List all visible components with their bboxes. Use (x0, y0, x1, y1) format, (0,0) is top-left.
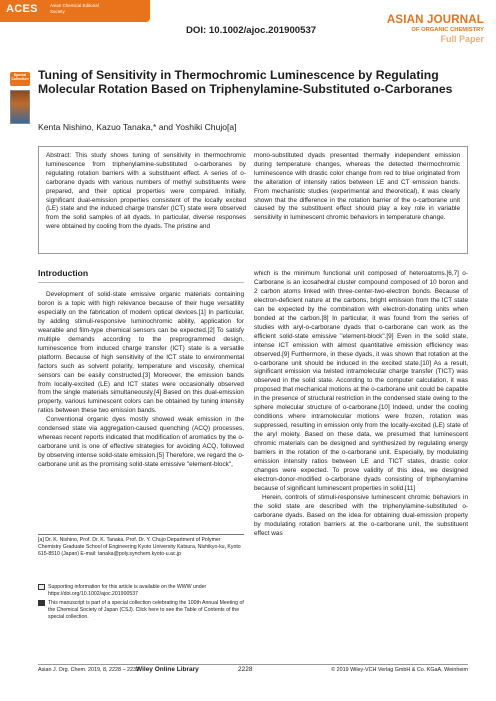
supporting-info-footnote[interactable]: Supporting information for this article is available on the WWW under https://doi.org/10.1002/ajoc.201900537 (48, 584, 207, 597)
heading-divider (38, 282, 244, 283)
collection-footnote[interactable]: This manuscript is part of a special collection celebrating the 100th Annual Meeting of the Chemical Society of Japan (CSJ). Click here to see the Table of Contents of the special collection. (48, 600, 244, 620)
footer-library-link[interactable]: Wiley Online Library (136, 666, 199, 673)
article-type: Full Paper (440, 34, 484, 44)
body-column-left (38, 291, 244, 470)
page-number: 2228 (238, 666, 253, 673)
aces-logo: ACES (6, 3, 38, 15)
footer-copyright: © 2019 Wiley-VCH Verlag GmbH & Co. KGaA, Weinheim (331, 667, 468, 673)
section-heading: Introduction (38, 268, 89, 278)
abstract-left: Abstract: This study shows tuning of sensitivity in thermochromic luminescence from triphenylamine-substituted o-carboranes by regulating rotation barriers with a substituent effect. A series of o-carborane dyads with various numbers of methyl substituents were prepared, and their optical properties were compared. Initially, significant dual-emission properties consistent of the locally excited (LE) state and the induced charge transfer (ICT) state were observed from the solid samples of all dyads. In particular, diverse responses were obtained by cooling from the dyads. The pristine and (46, 152, 246, 231)
aces-subtitle: Asian Chemical Editorial Society (50, 3, 99, 14)
footnote-divider (38, 534, 244, 535)
footer-citation: Asian J. Org. Chem. 2019, 8, 2228 – 2232 (38, 667, 139, 673)
doi-link[interactable]: DOI: 10.1002/ajoc.201900537 (186, 25, 317, 36)
paragraph: Conventional organic dyes mostly showed weak emission in the condensed state via aggregation-caused quenching (ACQ) processes, whereas recent reports indicated that modification of aromatics by the o-carborane unit is one of effective strategies for avoiding ACQ, followed by observing intense solid-state emission.[5] Therefore, we regard the o-carborane unit as the promising solid-state emissive "element-block", (38, 416, 244, 469)
collection-cover-image[interactable] (10, 90, 30, 124)
special-collection-label: Special Collection (11, 73, 29, 82)
journal-subtitle: OF ORGANIC CHEMISTRY (411, 27, 484, 33)
paragraph: Development of solid-state emissive organic materials containing boron is a topic with high relevance because of their huge versatility especially on the fabrication of modern optical devices.[1] In particular, by adding stimuli-responsive luminochromic ability, application for wearable and film-type chemical sensors can be expected.[2] To satisfy multiple demands according to the preprogrammed design, luminescence from induced charge transfer (ICT) state is a versatile platform. Because of high sensitivity of the ICT state to environmental factors such as solvent polarity, temperature and viscosity, chemical sensors can be easily constructed.[3] Moreover, the emission bands from locally-excited (LE) and ICT states were occasionally observed from the single materials simultaneously.[4] Based on this dual-emission property, various luminescent colors can be obtained by tuning intensity ratios between these two emission bands. (38, 291, 244, 415)
article-title: Tuning of Sensitivity in Thermochromic Luminescence by Regulating Molecular Rotation Based on Triphenylamine-Substituted o-Carboranes (38, 68, 453, 97)
footer-divider (38, 664, 468, 665)
article-authors: Kenta Nishino, Kazuo Tanaka,* and Yoshiki Chujo[a] (38, 122, 237, 132)
paragraph: Herein, controls of stimuli-responsive luminescent chromic behaviors in the solid state are described with the triphenylamine-substituted o-carborane dyads. Based on the idea for obtaining dual-emission property by modulating rotation barriers at the o-carborane unit, the substituent effect was (254, 493, 468, 537)
affiliation-footnote: [a] Dr. K. Nishino, Prof. Dr. K. Tanaka, Prof. Dr. Y. Chujo Department of Polymer Chemistry Graduate School of Engineering Kyoto University Katsura, Nishikyo-ku, Kyoto 615-8510 (Japan) E-mail: tanaka@poly.synchem.kyoto-u.ac.jp (38, 537, 241, 557)
journal-title: ASIAN JOURNAL (386, 14, 484, 26)
paragraph: which is the minimum functional unit composed of heteroatoms.[6,7] o-Carborane is an icosahedral cluster compound composed of 10 boron and 2 carbon atoms linked with three-center-two-electron bonds. Because of electron-deficient nature at the carbons, bright emission from the ICT state can be expected by the combination with electron-donating units when bonded at the carbon.[8] In particular, it was found from the series of studies with aryl-o-carborane dyads that o-carborane can work as the efficient solid-state emissive "element-block".[9] Even in the solid state, intense ICT emission with almost quantitative emission efficiency was observed.[9] Furthermore, in these dyads, it was shown that rotation at the o-carborane unit should be induced in the excited state.[10] As a result, significant emission via twisted intramolecular charge transfer (TICT) was observed in the solid state. According to the computer calculation, it was proposed that mechanical motions at the o-carborane unit could be capable in the presence of structural restriction in the condensed state owing to the sphere molecular structure of o-carborane.[10] Indeed, under the cooling conditions where intramolecular motions were frozen, rotation was suppressed, resulting in emission only from the locally-excited (LE) state of the aryl moiety. Based on these data, we presumed that luminescent chromic materials can be designed and synthesized by regulating energy barriers in the rotation of the o-carborane unit. Especially, by modulating emission intensity ratios between LE and TICT states, drastic color changes were expected. To prove validity of this idea, we designed electron-donor-modified o-carborane dyads consisting of triphenylamine because of significant luminescent properties in solid.[11] (254, 270, 468, 492)
body-column-right (254, 270, 468, 539)
abstract-right: mono-substituted dyads presented thermally independent emission during temperature changes, whereas the detected thermochromic luminescence with drastic color change from red to blue originated from the alteration of intensity ratios between LE and CT emission bands. From mechanistic studies (experimental and theoretical), it was clearly shown that the difference in the rotation barrier of the o-carborane unit caused by the substituent effect should play a key role in variable sensitivity in luminescent chromic behaviors in temperature change. (254, 152, 460, 222)
